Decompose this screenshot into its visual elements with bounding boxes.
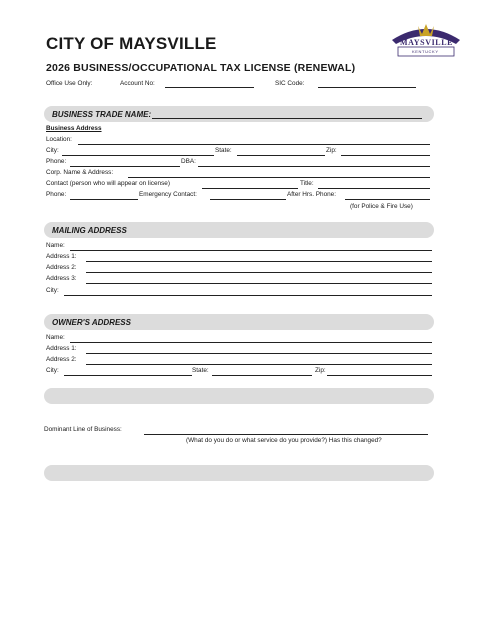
dominant-line-field[interactable] <box>144 434 428 435</box>
location-label: Location: <box>46 136 72 143</box>
mailing-name-field[interactable] <box>70 250 432 251</box>
dba-label: DBA: <box>181 158 196 165</box>
business-city-field[interactable] <box>62 155 214 156</box>
contact-field[interactable] <box>202 188 298 189</box>
mailing-address1-field[interactable] <box>86 261 432 262</box>
dba-field[interactable] <box>198 166 430 167</box>
business-phone-field[interactable] <box>70 166 180 167</box>
account-no-field[interactable] <box>165 87 254 88</box>
business-city-label: City: <box>46 147 59 154</box>
owner-state-label: State: <box>192 367 209 374</box>
mailing-address3-field[interactable] <box>86 283 432 284</box>
business-state-field[interactable] <box>237 155 325 156</box>
contact-title-field[interactable] <box>318 188 430 189</box>
contact-phone-label: Phone: <box>46 191 67 198</box>
form-subtitle: 2026 BUSINESS/OCCUPATIONAL TAX LICENSE (RENEWAL) <box>46 62 356 74</box>
empty-band-1 <box>44 388 434 404</box>
logo-text: MAYSVILLE <box>400 38 454 47</box>
office-use-label: Office Use Only: <box>46 80 93 87</box>
trade-name-field[interactable] <box>152 118 422 119</box>
mailing-city-label: City: <box>46 287 59 294</box>
mailing-heading: MAILING ADDRESS <box>52 226 127 235</box>
police-fire-note: (for Police & Fire Use) <box>350 203 413 210</box>
business-zip-field[interactable] <box>341 155 430 156</box>
dominant-line-hint: (What do you do or what service do you provide?) Has this changed? <box>186 437 382 444</box>
dominant-line-label: Dominant Line of Business: <box>44 426 122 433</box>
owner-city-field[interactable] <box>64 375 192 376</box>
trade-name-label: BUSINESS TRADE NAME: <box>52 110 152 119</box>
owner-address2-label: Address 2: <box>46 356 77 363</box>
after-hrs-phone-field[interactable] <box>345 199 430 200</box>
business-zip-label: Zip: <box>326 147 337 154</box>
logo-subtext: KENTUCKY <box>412 49 439 54</box>
city-seal-logo <box>388 20 464 60</box>
business-phone-label: Phone: <box>46 158 67 165</box>
account-no-label: Account No: <box>120 80 155 87</box>
mailing-address2-field[interactable] <box>86 272 432 273</box>
emergency-contact-field[interactable] <box>210 199 286 200</box>
contact-label: Contact (person who will appear on license) <box>46 180 170 187</box>
owner-heading: OWNER'S ADDRESS <box>52 318 131 327</box>
sic-code-label: SIC Code: <box>275 80 305 87</box>
location-field[interactable] <box>78 144 430 145</box>
sic-code-field[interactable] <box>318 87 416 88</box>
owner-name-field[interactable] <box>70 342 432 343</box>
business-state-label: State: <box>215 147 232 154</box>
contact-phone-field[interactable] <box>70 199 138 200</box>
owner-city-label: City: <box>46 367 59 374</box>
corp-name-label: Corp. Name & Address: <box>46 169 114 176</box>
owner-zip-field[interactable] <box>327 375 432 376</box>
owner-address2-field[interactable] <box>86 364 432 365</box>
emergency-contact-label: Emergency Contact: <box>139 191 197 198</box>
business-address-heading: Business Address <box>46 125 102 132</box>
mailing-address3-label: Address 3: <box>46 275 77 282</box>
mailing-address1-label: Address 1: <box>46 253 77 260</box>
after-hrs-phone-label: After Hrs. Phone: <box>287 191 337 198</box>
owner-address1-field[interactable] <box>86 353 432 354</box>
mailing-city-field[interactable] <box>64 295 432 296</box>
contact-title-label: Title: <box>300 180 314 187</box>
empty-band-2 <box>44 465 434 481</box>
owner-state-field[interactable] <box>212 375 312 376</box>
owner-zip-label: Zip: <box>315 367 326 374</box>
corp-name-field[interactable] <box>128 177 430 178</box>
page-title: CITY OF MAYSVILLE <box>46 34 217 53</box>
owner-address1-label: Address 1: <box>46 345 77 352</box>
mailing-address2-label: Address 2: <box>46 264 77 271</box>
owner-name-label: Name: <box>46 334 65 341</box>
mailing-name-label: Name: <box>46 242 65 249</box>
